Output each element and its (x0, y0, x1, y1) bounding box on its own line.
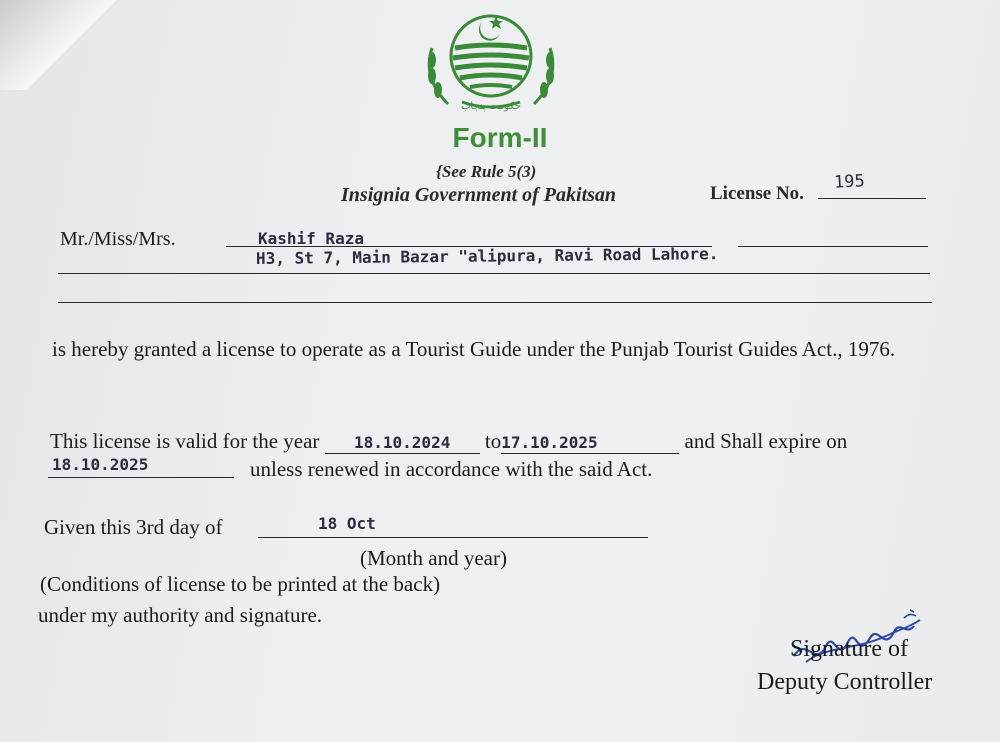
holder-address: H3, St 7, Main Bazar "alipura, Ravi Road Lahore. (255, 244, 719, 268)
given-line (258, 537, 648, 538)
conditions-text: (Conditions of license to be printed at the back) (40, 572, 441, 596)
address-line (58, 273, 930, 274)
license-no-label: License No. (710, 183, 804, 204)
signature-label: Signature of (790, 636, 908, 662)
given-label: Given this 3rd day of (44, 515, 223, 539)
government-heading: Insignia Government of Pakitsan (341, 184, 617, 206)
punjab-government-logo (418, 8, 564, 120)
valid-from-date: 18.10.2024 (354, 433, 451, 452)
holder-name: Kashif Raza (258, 229, 364, 248)
to-word: to (484, 429, 502, 453)
form-title: Form-II (452, 122, 548, 153)
validity-prefix: This license is valid for the year (50, 429, 320, 453)
grant-paragraph: is hereby granted a license to operate as a Tourist Guide under the Punjab Tourist Guides Act., 1976. (52, 337, 896, 361)
rule-reference: {See Rule 5(3) (436, 162, 537, 181)
renewal-text: unless renewed in accordance with the said Act. (250, 457, 653, 481)
valid-to-date: 17.10.2025 (501, 433, 598, 452)
authority-text: under my authority and signature. (38, 603, 323, 627)
salutation-label: Mr./Miss/Mrs. (60, 228, 176, 250)
logo-caption: حکومت پنجاب (461, 101, 521, 112)
name-line-2 (738, 246, 928, 247)
given-value: 18 Oct (318, 514, 376, 533)
month-year-label: (Month and year) (360, 546, 507, 570)
expire-date: 18.10.2025 (52, 455, 149, 474)
license-no-value: 195 (833, 171, 866, 193)
signatory-title: Deputy Controller (757, 669, 933, 695)
address-line-2 (58, 302, 932, 303)
license-no-line (818, 198, 926, 199)
expire-text: and Shall expire on (684, 429, 848, 453)
expire-date-line (48, 455, 234, 478)
page-corner-fold (0, 0, 120, 90)
validity-line-1 (50, 426, 847, 457)
